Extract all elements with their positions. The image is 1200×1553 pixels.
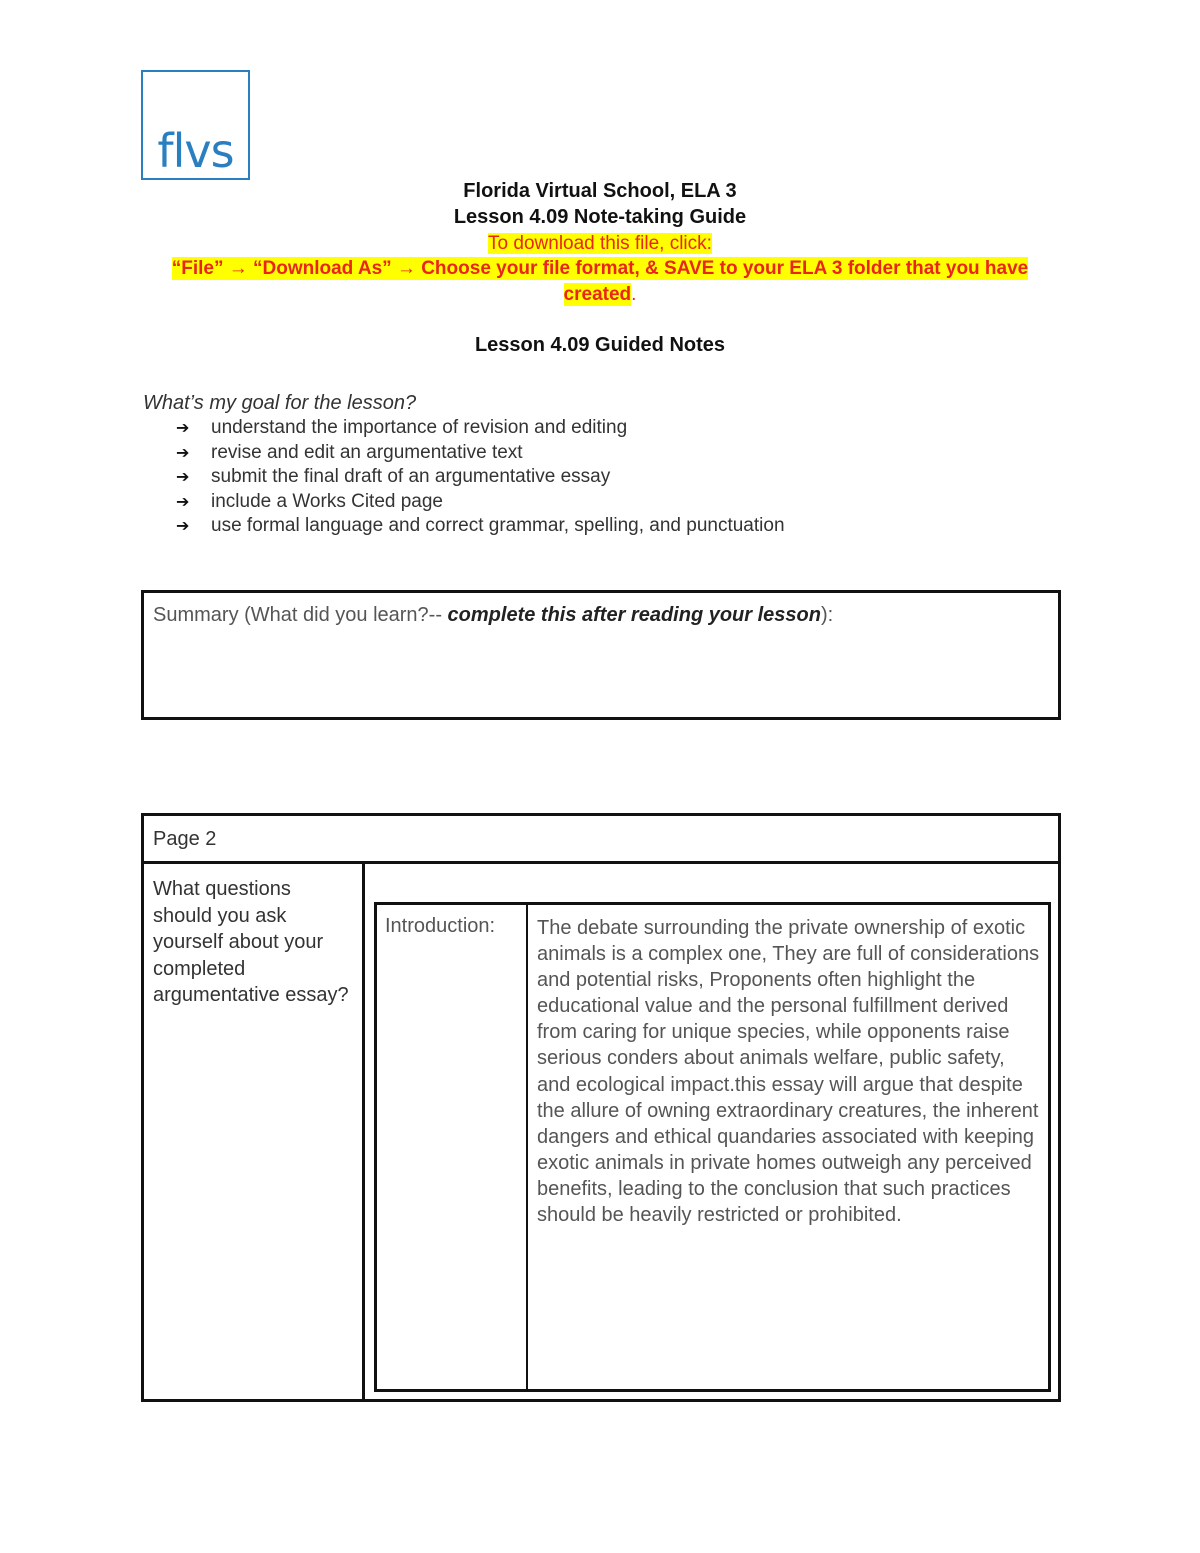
- page2-table: [141, 813, 1061, 1402]
- goal-item: [176, 514, 785, 539]
- arrow-icon: ➔: [176, 420, 190, 437]
- arrow-icon: ➔: [176, 469, 190, 487]
- arrow-icon: ➔: [176, 518, 190, 536]
- goal-item: [176, 490, 785, 515]
- summary-emphasis: complete this after reading your lesson: [447, 604, 821, 626]
- goal-item: [176, 416, 785, 441]
- guide-title: Lesson 4.09 Note-taking Guide: [453, 206, 747, 228]
- download-instructions-line1: [0, 232, 1200, 256]
- summary-prefix: Summary (What did you learn?--: [153, 604, 448, 626]
- download-steps-period: .: [631, 284, 637, 305]
- page2-header: Page 2: [144, 816, 1058, 864]
- introduction-label: Introduction:: [377, 905, 528, 1389]
- goal-item-text: understand the importance of revision and editing: [211, 417, 628, 438]
- arrow-icon: ➔: [176, 444, 190, 462]
- page2-question: What questions should you ask yourself about your completed argumentative essay?: [144, 864, 365, 1399]
- download-steps-text: “File” → “Download As” → Choose your file format, & SAVE to your ELA 3 folder that you have created: [171, 258, 1029, 305]
- flvs-logo: [141, 70, 250, 180]
- summary-suffix: ):: [820, 604, 834, 626]
- goal-question: What’s my goal for the lesson?: [143, 392, 417, 414]
- introduction-text[interactable]: The debate surrounding the private ownership of exotic animals is a complex one, They are full of considerations and potential risks, Proponents often highlight the educational value and the personal fulfillment derived from caring for unique species, while opponents raise serious conders about animals welfare, public safety, and ecological impact.this essay will argue that despite the allure of owning extraordinary creatures, the inherent dangers and ethical quandaries associated with keeping exotic animals in private homes outweigh any perceived benefits, leading to the conclusion that such practices should be heavily restricted or prohibited.: [537, 917, 1040, 1227]
- school-title: Florida Virtual School, ELA 3: [463, 180, 737, 202]
- download-instructions-line2: [142, 256, 1058, 308]
- goal-item: [176, 465, 785, 490]
- goal-item-text: include a Works Cited page: [211, 490, 443, 512]
- guided-notes-title: Lesson 4.09 Guided Notes: [474, 334, 726, 356]
- flvs-logo-text: flvs: [157, 124, 234, 178]
- goal-item-text: use formal language and correct grammar, spelling, and punctuation: [211, 515, 785, 537]
- goal-item-text: submit the final draft of an argumentative essay: [211, 466, 611, 488]
- goal-item: [176, 441, 785, 466]
- summary-box[interactable]: [141, 590, 1061, 720]
- introduction-table: [374, 902, 1051, 1392]
- arrow-icon: ➔: [176, 493, 190, 511]
- goal-list: [176, 416, 785, 539]
- download-instructions-text: To download this file, click:: [488, 233, 712, 254]
- goal-item-text: revise and edit an argumentative text: [211, 441, 523, 463]
